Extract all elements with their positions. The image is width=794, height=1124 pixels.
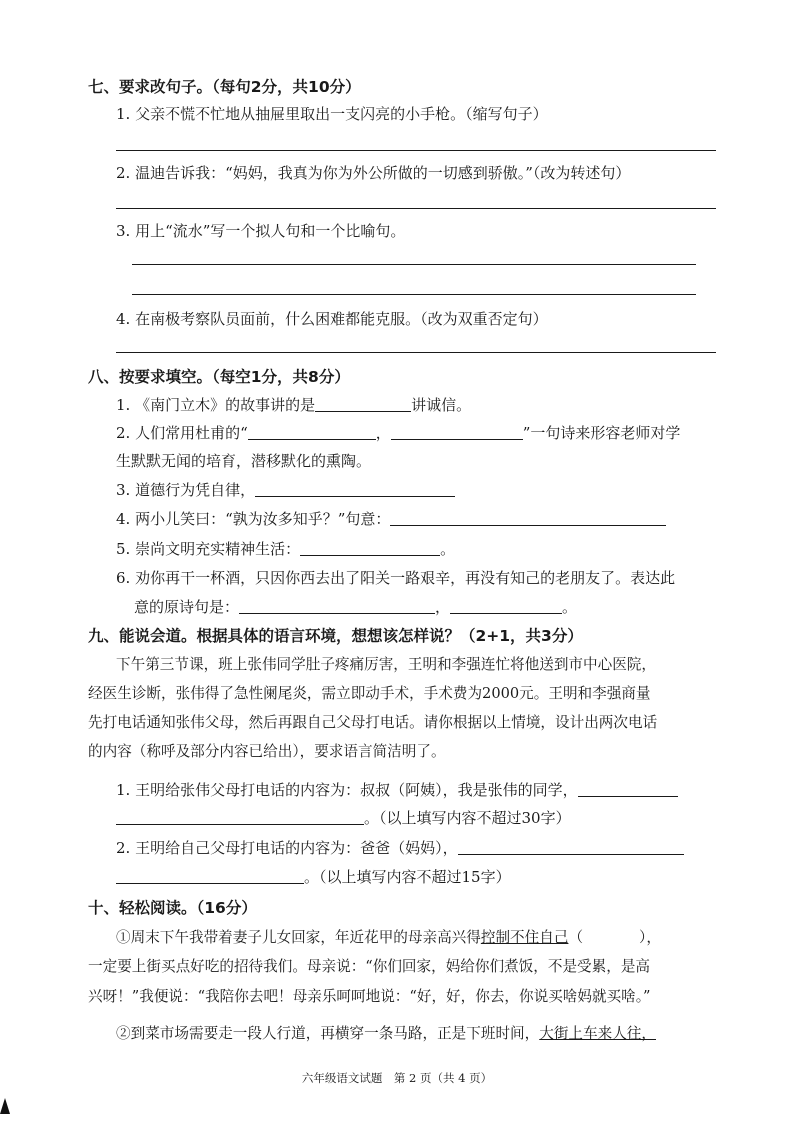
section-7-title: 七、要求改句子。（每句2分，共10分） — [88, 78, 361, 96]
section-9-title: 九、能说会道。根据具体的语言环境，想想该怎样说？（2+1，共3分） — [88, 627, 583, 645]
s8-q6-end: 。 — [562, 598, 578, 616]
s9-question-1-cont — [116, 808, 571, 828]
s8-question-5 — [116, 539, 455, 559]
s8-q5-text: 5. 崇尚文明充实精神生活： — [116, 540, 301, 558]
s8-q6-blank-1[interactable] — [239, 598, 435, 614]
s9-passage-line-1: 下午第三节课，班上张伟同学肚子疼痛厉害，王明和李强连忙将他送到市中心医院， — [116, 656, 656, 673]
page-footer: 六年级语文试题 第 2 页（共 4 页） — [301, 1071, 493, 1085]
s9-q2-note: 。（以上填写内容不超过15字） — [304, 868, 511, 886]
s8-q2-tail: ”一句诗来形容老师对学 — [522, 424, 681, 442]
s9-q2-text: 2. 王明给自己父母打电话的内容为：爸爸（妈妈）， — [116, 839, 458, 857]
s8-question-6-cont — [134, 597, 577, 617]
s10-passage-line-3: 兴呀！”我便说：“我陪你去吧！母亲乐呵呵地说：“好，好，你去，你说买啥妈就买啥。” — [88, 988, 651, 1005]
s8-q2-text: 2. 人们常用杜甫的“ — [116, 424, 248, 442]
s7-q3-answer-line-1[interactable] — [132, 264, 696, 265]
s8-q6-text: 意的原诗句是： — [134, 598, 240, 616]
s10-passage-line-4 — [116, 1024, 656, 1044]
s9-q1-text: 1. 王明给张伟父母打电话的内容为：叔叔（阿姨），我是张伟的同学， — [116, 781, 578, 799]
s8-q5-end: 。 — [440, 540, 456, 558]
s8-q5-blank[interactable] — [300, 540, 440, 556]
s8-q2-blank-2[interactable] — [391, 424, 523, 440]
s9-q2-blank-1[interactable] — [458, 839, 684, 855]
s9-q1-blank-2[interactable] — [116, 809, 364, 825]
section-8-title: 八、按要求填空。（每空1分，共8分） — [88, 368, 350, 386]
s7-q4-answer-line[interactable] — [116, 352, 716, 353]
s9-q2-blank-2[interactable] — [116, 868, 304, 884]
s10-p4-text: ②到菜市场需要走一段人行道，再横穿一条马路，正是下班时间， — [116, 1025, 540, 1042]
s8-question-1 — [116, 395, 471, 415]
s9-q1-note: 。（以上填写内容不超过30字） — [364, 809, 571, 827]
s8-q6-blank-2[interactable] — [450, 598, 562, 614]
s9-q1-blank-1[interactable] — [578, 781, 678, 797]
s8-question-4 — [116, 509, 666, 529]
s8-q4-blank[interactable] — [390, 510, 666, 526]
s9-question-2 — [116, 838, 684, 858]
s7-q3-answer-line-2[interactable] — [132, 294, 696, 295]
s7-question-3: 3. 用上“流水”写一个拟人句和一个比喻句。 — [116, 222, 406, 240]
s10-underlined-phrase-2: 大街上车来人往， — [539, 1025, 656, 1042]
s10-passage-line-1 — [116, 928, 661, 948]
s7-q2-answer-line[interactable] — [116, 208, 716, 209]
s10-paren-blank[interactable] — [583, 928, 639, 944]
s8-question-2 — [116, 423, 680, 443]
s8-q3-text: 3. 道德行为凭自律， — [116, 481, 256, 499]
s9-passage-line-2: 经医生诊断，张伟得了急性阑尾炎，需立即动手术，手术费为2000元。王明和李强商量 — [88, 685, 651, 702]
s10-underlined-phrase: 控制不住自己 — [480, 929, 569, 946]
s8-question-3 — [116, 480, 455, 500]
s7-q1-answer-line[interactable] — [116, 150, 716, 151]
s8-question-2-cont: 生默默无闻的培育，潜移默化的熏陶。 — [116, 452, 372, 470]
corner-mark — [0, 1098, 10, 1114]
s10-p1-text: ①周末下午我带着妻子儿女回家，年近花甲的母亲高兴得 — [116, 929, 481, 946]
s10-paren-close: ）， — [639, 929, 661, 946]
s8-q4-text: 4. 两小儿笑曰：“孰为汝多知乎？”句意： — [116, 510, 391, 528]
s9-question-1 — [116, 780, 678, 800]
s8-q2-comma: ， — [375, 424, 391, 442]
s8-question-6: 6. 劝你再干一杯酒，只因你西去出了阳关一路艰辛，再没有知己的老朋友了。表达此 — [116, 569, 676, 587]
s8-q1-text: 1. 《南门立木》的故事讲的是 — [116, 396, 316, 414]
s8-q3-blank[interactable] — [255, 481, 455, 497]
s8-q2-blank-1[interactable] — [248, 424, 376, 440]
section-10-title: 十、轻松阅读。（16分） — [88, 899, 257, 917]
s8-q1-blank[interactable] — [315, 396, 411, 412]
s7-question-4: 4. 在南极考察队员面前，什么困难都能克服。（改为双重否定句） — [116, 310, 548, 328]
s10-paren-open: （ — [568, 929, 584, 946]
s7-question-1: 1. 父亲不慌不忙地从抽屉里取出一支闪亮的小手枪。（缩写句子） — [116, 105, 548, 123]
s9-passage-line-4: 的内容（称呼及部分内容已给出），要求语言简洁明了。 — [88, 743, 446, 760]
s9-question-2-cont — [116, 867, 511, 887]
s10-passage-line-2: 一定要上街买点好吃的招待我们。母亲说：“你们回家，妈给你们煮饭，不是受累，是高 — [88, 958, 651, 975]
s8-q6-comma: ， — [435, 598, 451, 616]
s9-passage-line-3: 先打电话通知张伟父母，然后再跟自己父母打电话。请你根据以上情境，设计出两次电话 — [88, 714, 658, 731]
s7-question-2: 2. 温迪告诉我：“妈妈，我真为你为外公所做的一切感到骄傲。”（改为转述句） — [116, 164, 631, 182]
s8-q1-tail: 讲诚信。 — [411, 396, 472, 414]
